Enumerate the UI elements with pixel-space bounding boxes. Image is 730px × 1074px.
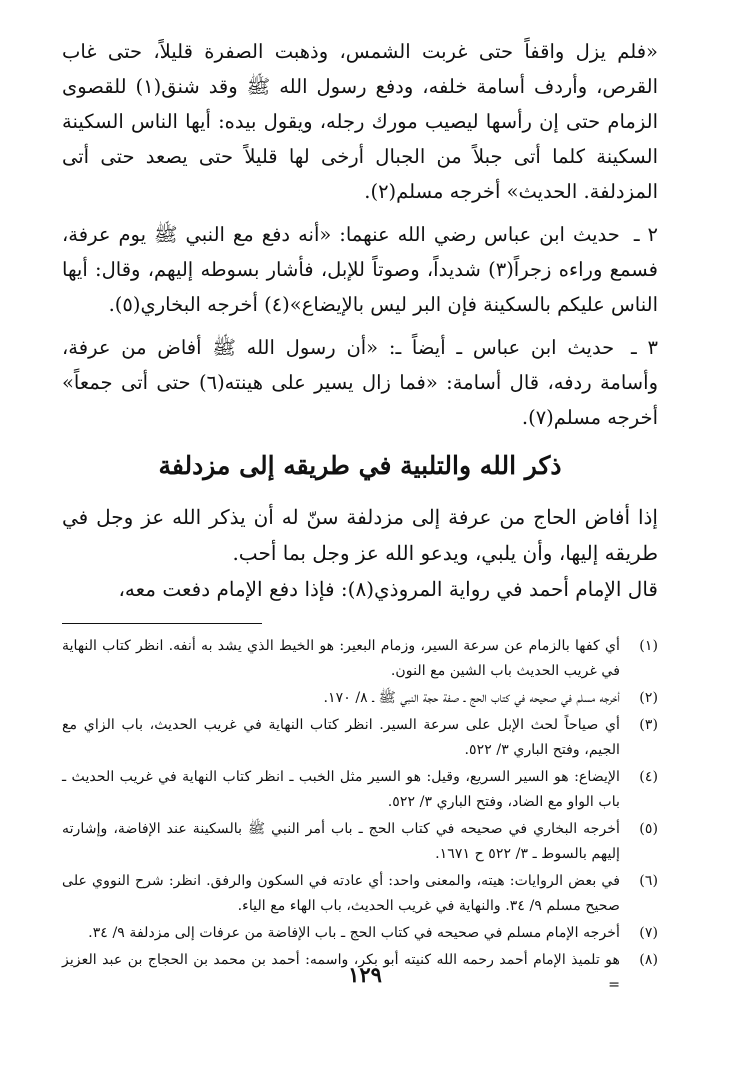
footnote-number: (٢) [639, 690, 658, 706]
hadith-paragraph-continued [62, 34, 658, 209]
footnote-text: أي صياحاً لحث الإبل على سرعة السير. انظر كتاب النهاية في غريب الحديث، باب الزاي مع الجيم، وفتح الباري ٣/ ٥٢٢. [62, 717, 620, 758]
paragraph-text: حديث ابن عباس ـ أيضاً ـ: «أن رسول الله ﷺ أفاض من عرفة، وأسامة ردفه، قال أسامة: «فما زال يسير على هينته(٦) حتى أتى جمعاً» أخرجه مسلم(٧). [62, 336, 658, 429]
footnote-number: (١) [639, 638, 658, 654]
body-paragraph-2: قال الإمام أحمد في رواية المروذي(٨): فإذا دفع الإمام دفعت معه، [118, 577, 658, 601]
footnote-item [62, 869, 658, 919]
page-number: ١٢٩ [348, 962, 382, 987]
paragraph-text: حديث ابن عباس رضي الله عنهما: «أنه دفع مع النبي ﷺ يوم عرفة، فسمع وراءه زجراً(٣) شديداً، وصوتاً للإبل، فأشار بسوطه إليهم، وقال: أيها الناس عليكم بالسكينة فإن البر ليس بالإيضاع»(٤) أخرجه البخاري(٥). [62, 223, 658, 316]
footnote-text: في بعض الروايات: هيته، والمعنى واحد: أي عادته في السكون والرفق. انظر: شرح النووي على صحيح مسلم ٩/ ٣٤. والنهاية في غريب الحديث، باب الهاء مع الياء. [62, 873, 620, 914]
footnote-item [62, 765, 658, 815]
footnote-text: أخرجه البخاري في صحيحه في كتاب الحج ـ باب أمر النبي ﷺ بالسكينة عند الإفاضة، وإشارته إليهم بالسوط ـ ٣/ ٥٢٢ ح ١٦٧١. [62, 821, 620, 862]
footnote-divider [62, 623, 262, 624]
footnote-item [62, 921, 658, 946]
footnote-text: أي كفها بالزمام عن سرعة السير، وزمام البعير: هو الخيط الذي يشد به أنفه. انظر كتاب النهاية في غريب الحديث باب الشين مع النون. [62, 638, 620, 679]
footnote-item [62, 817, 658, 867]
hadith-paragraph-2 [62, 217, 658, 322]
footnote-text: أخرجه الإمام مسلم في صحيحه في كتاب الحج ـ باب الإفاضة من عرفات إلى مزدلفة ٩/ ٣٤. [88, 925, 620, 941]
footnote-item [62, 713, 658, 763]
footnote-text: الإيضاع: هو السير السريع، وقيل: هو السير مثل الخبب ـ انظر كتاب النهاية في غريب الحديث ـ باب الواو مع الضاد، وفتح الباري ٣/ ٥٢٢. [62, 769, 620, 810]
footnote-number: (٣) [639, 717, 658, 733]
body-paragraph-1: إذا أفاض الحاج من عرفة إلى مزدلفة سنّ له أن يذكر الله عز وجل في طريقه إليها، وأن يلبي، ويدعو الله عز وجل بما أحب. [62, 505, 658, 565]
footnote-number: (٦) [639, 873, 658, 889]
paragraph-number: ٢ ـ [633, 223, 658, 246]
footnote-number: (٧) [639, 925, 658, 941]
footnote-text: أخرجه مسلم في صحيحه في كتاب الحج ـ صفة حجة النبي ﷺ ـ ٨/ ١٧٠. [323, 690, 620, 706]
section-heading: ذكر الله والتلبية في طريقه إلى مزدلفة [158, 451, 562, 480]
footnote-number: (٤) [639, 769, 658, 785]
footnotes [62, 634, 658, 998]
paragraph-number: ٣ ـ [631, 336, 658, 359]
footnote-item [62, 686, 658, 711]
paragraph-text: «فلم يزل واقفاً حتى غربت الشمس، وذهبت الصفرة قليلاً، حتى غاب القرص، وأردف أسامة خلفه، ودفع رسول الله ﷺ وقد شنق(١) للقصوى الزمام حتى إن رأسها ليصيب مورك رجله، ويقول بيده: أيها الناس السكينة السكينة كلما أتى جبلاً من الجبال أرخى لها قليلاً حتى يصعد حتى أتى المزدلفة. الحديث» أخرجه مسلم(٢). [62, 40, 658, 203]
footnote-number: (٨) [639, 952, 658, 968]
footnote-item [62, 634, 658, 684]
hadith-paragraph-3 [62, 330, 658, 435]
footnote-text: هو تلميذ الإمام أحمد رحمه الله كنيته أبو بكر، واسمه: أحمد بن محمد بن الحجاج بن عبد العزيز = [62, 952, 620, 993]
footnote-number: (٥) [639, 821, 658, 837]
